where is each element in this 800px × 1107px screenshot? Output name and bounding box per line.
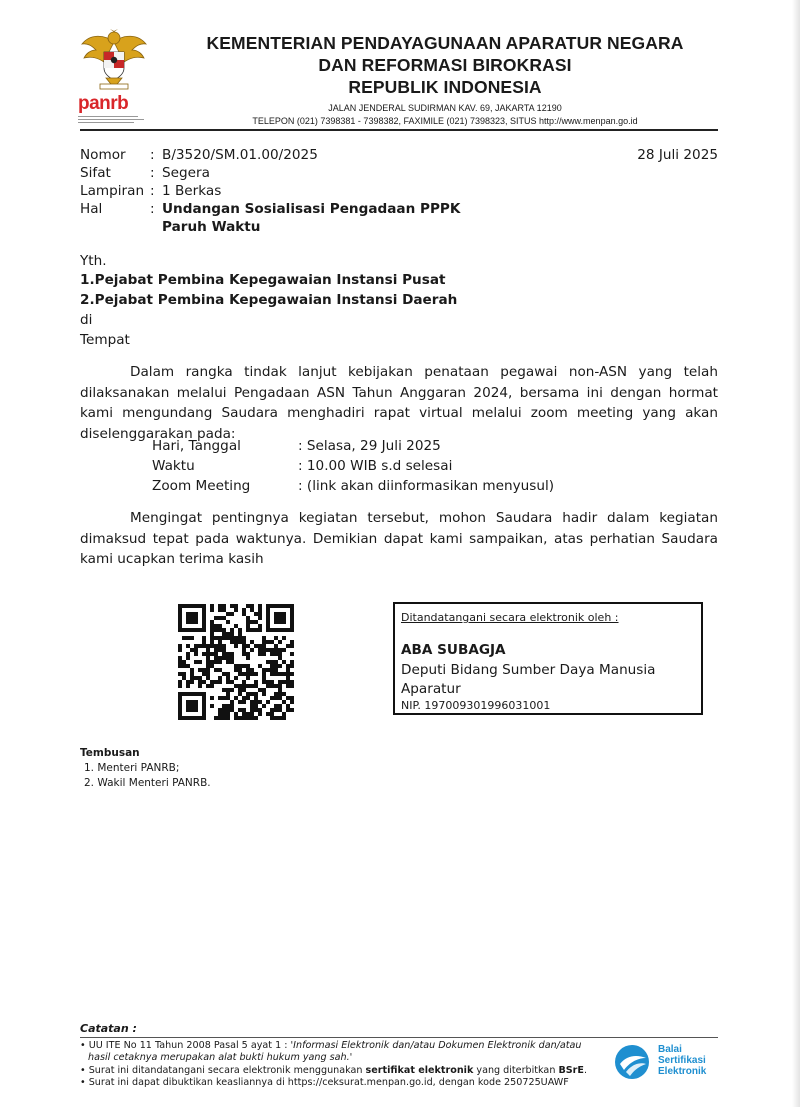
hal-value-line2: Paruh Waktu (162, 219, 261, 235)
sifat-label: Sifat (80, 165, 111, 181)
bsre-logo (614, 1044, 724, 1080)
signature-caption: Ditandatangani secara elektronik oleh : (401, 611, 619, 624)
garuda-emblem-icon (78, 28, 150, 92)
footer-note-1: • UU ITE No 11 Tahun 2008 Pasal 5 ayat 1 : 'Informasi Elektronik dan/atau Dokumen Elektronik dan/atau (80, 1040, 582, 1051)
sifat-value: Segera (162, 165, 210, 181)
nomor-value: B/3520/SM.01.00/2025 (162, 147, 318, 163)
verification-qr-code (178, 604, 294, 720)
qr-finder-pattern (180, 694, 204, 718)
qr-finder-pattern (268, 606, 292, 630)
recipient-yth: Yth. (80, 253, 107, 269)
tembusan-item-1: 1. Menteri PANRB; (84, 762, 180, 774)
lampiran-colon: : (150, 183, 155, 199)
nomor-colon: : (150, 147, 155, 163)
sifat-colon: : (150, 165, 155, 181)
header-divider (80, 129, 718, 131)
recipient-line1: 1.Pejabat Pembina Kepegawaian Instansi Pusat (80, 272, 446, 288)
hal-value-line1: Undangan Sosialisasi Pengadaan PPPK (162, 201, 461, 217)
logo-caption-lines (78, 116, 150, 123)
ministry-name-line1: KEMENTERIAN PENDAYAGUNAAN APARATUR NEGARA (206, 33, 684, 53)
schedule-day-label: Hari, Tanggal (152, 438, 241, 454)
recipient-line2: 2.Pejabat Pembina Kepegawaian Instansi Daerah (80, 292, 458, 308)
footer-note-3: • Surat ini dapat dibuktikan keasliannya di https://ceksurat.menpan.go.id, dengan kode 250725UAWF (80, 1077, 569, 1088)
lampiran-value: 1 Berkas (162, 183, 222, 199)
signer-name: ABA SUBAGJA (401, 642, 506, 658)
recipient-tempat: Tempat (80, 332, 130, 348)
schedule-time-label: Waktu (152, 458, 195, 474)
footer-note-2: • Surat ini ditandatangani secara elektronik menggunakan sertifikat elektronik yang diterbitkan BSrE. (80, 1065, 588, 1076)
footer-title: Catatan : (80, 1022, 137, 1035)
electronic-signature-box (393, 602, 703, 715)
footer-divider (80, 1037, 718, 1038)
tembusan-title: Tembusan (80, 747, 140, 759)
letter-date: 28 Juli 2025 (637, 147, 718, 163)
body-paragraph-1: Dalam rangka tindak lanjut kebijakan penataan pegawai non-ASN yang telah dilaksanakan melalui Pengadaan ASN Tahun Anggaran 2024, bersama ini dengan hormat kami mengundang Saudara menghadiri rapat virtual melalui zoom meeting yang akan diselenggarakan pada: (80, 364, 718, 442)
footer-note-1-cont: hasil cetaknya merupakan alat bukti hukum yang sah.' (88, 1052, 353, 1063)
schedule-day-value: : Selasa, 29 Juli 2025 (298, 438, 441, 454)
signer-position-line1: Deputi Bidang Sumber Daya Manusia (401, 662, 656, 678)
panrb-logo (78, 28, 150, 118)
signer-position-line2: Aparatur (401, 681, 461, 697)
signer-nip: NIP. 197009301996031001 (401, 699, 551, 712)
body-paragraph-2: Mengingat pentingnya kegiatan tersebut, mohon Saudara hadir dalam kegiatan dimaksud tepat pada waktunya. Demikian dapat kami sampaikan, atas perhatian Saudara kami ucapkan terima kasih (80, 510, 718, 567)
ministry-contact: TELEPON (021) 7398381 - 7398382, FAXIMILE (021) 7398323, SITUS http://www.menpan.go.id (252, 116, 638, 126)
recipient-di: di (80, 312, 93, 328)
hal-colon: : (150, 201, 155, 217)
schedule-zoom-value: : (link akan diinformasikan menyusul) (298, 478, 555, 494)
nomor-label: Nomor (80, 147, 126, 163)
tembusan-item-2: 2. Wakil Menteri PANRB. (84, 777, 211, 789)
lampiran-label: Lampiran (80, 183, 145, 199)
qr-finder-pattern (180, 606, 204, 630)
ministry-address: JALAN JENDERAL SUDIRMAN KAV. 69, JAKARTA 12190 (328, 103, 562, 113)
ministry-name-line3: REPUBLIK INDONESIA (348, 77, 542, 97)
bsre-emblem-icon (614, 1044, 652, 1080)
ministry-name-line2: DAN REFORMASI BIROKRASI (318, 55, 572, 75)
schedule-zoom-label: Zoom Meeting (152, 478, 251, 494)
schedule-time-value: : 10.00 WIB s.d selesai (298, 458, 453, 474)
hal-label: Hal (80, 201, 103, 217)
page-edge-shadow (792, 0, 800, 1107)
bsre-text: Balai Sertifikasi Elektronik (658, 1044, 707, 1077)
panrb-logo-text: panrb (78, 93, 129, 114)
